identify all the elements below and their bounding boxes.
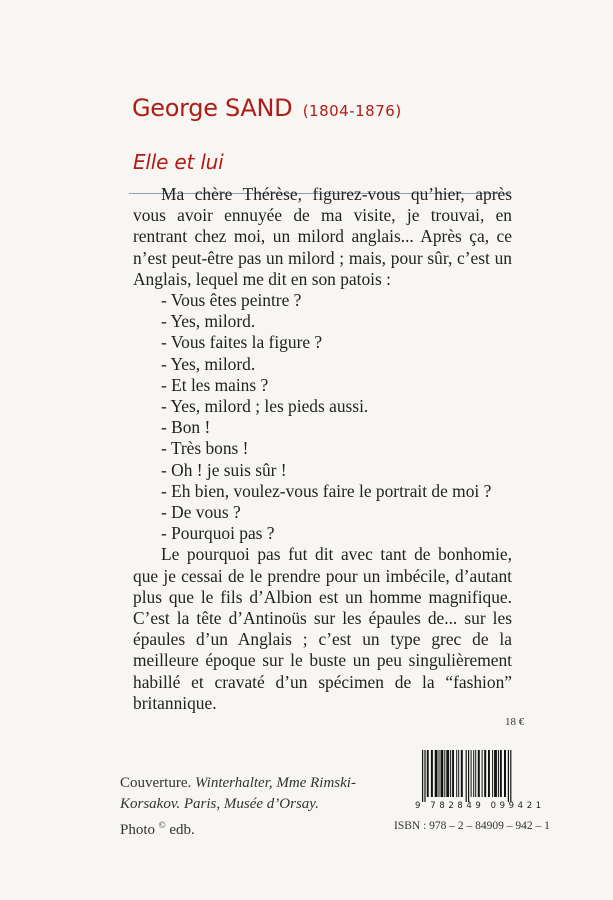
barcode-bar	[444, 750, 445, 797]
barcode-bar	[494, 750, 497, 797]
dialogue-line: - Yes, milord ; les pieds aussi.	[161, 396, 369, 417]
dialogue-line: - Oh ! je suis sûr !	[161, 459, 287, 480]
barcode-bar	[446, 750, 449, 797]
dialogue-line: - Vous êtes peintre ?	[161, 290, 302, 311]
barcode-digits: 9 782849 099421	[415, 801, 545, 811]
dialogue-line: - Très bons !	[161, 438, 249, 459]
barcode-bar	[475, 750, 476, 797]
barcode-bar	[431, 750, 433, 797]
excerpt	[133, 184, 512, 714]
barcode-bar	[473, 750, 474, 797]
dialogue-line: - Vous faites la figure ?	[161, 332, 323, 353]
credit-label: Couverture.	[120, 775, 192, 791]
cover-credit	[120, 773, 370, 841]
dialogue-line: - Pourquoi pas ?	[161, 523, 275, 544]
photo-label: Photo	[120, 822, 156, 838]
barcode-bar	[471, 750, 472, 797]
dialogue-line: - Yes, milord.	[161, 353, 256, 374]
barcode-bar	[508, 750, 509, 802]
barcode-bar	[450, 750, 451, 797]
barcode-bar	[458, 750, 459, 797]
dialogue-line: - Eh bien, voulez-vous faire le portrait de moi ?	[161, 480, 492, 501]
barcode-bar	[504, 750, 506, 797]
barcode-bar	[466, 750, 467, 802]
barcode-bar	[484, 750, 486, 797]
author-dates: (1804-1876)	[302, 102, 402, 120]
author-heading	[132, 94, 402, 122]
barcode-bar	[492, 750, 493, 797]
barcode-bar	[498, 750, 499, 797]
excerpt-conclusion: Le pourquoi pas fut dit avec tant de bonhomie, que je cessai de le prendre pour un imbécile, d’autant plus que le fils d’Albion est un homme magnifique. C’est la tête d’Antinoüs sur les épaules de... sur les épaules d’un Anglais ; c’est un type grec de la meilleure époque sur le buste un peu singulièrement habillé et cravaté d’un spécimen de la “fashion” britannique.	[133, 544, 512, 713]
barcode-bar	[452, 750, 454, 797]
dialogue-list	[133, 290, 512, 544]
barcode-bar	[439, 750, 440, 797]
isbn-label: ISBN : 978 – 2 – 84909 – 942 – 1	[394, 820, 550, 832]
barcode-bar	[482, 750, 483, 797]
barcode-bar	[468, 750, 469, 802]
barcode-bar	[510, 750, 511, 802]
dialogue-line: - De vous ?	[161, 502, 241, 523]
price-label: 18 €	[505, 716, 525, 728]
barcode-bar	[456, 750, 457, 797]
barcode-bars	[420, 750, 538, 802]
barcode-bar	[441, 750, 444, 797]
barcode-bar	[500, 750, 502, 797]
photo-owner: edb.	[169, 822, 195, 838]
barcode-bar	[478, 750, 480, 797]
copyright-symbol: ©	[158, 820, 166, 830]
barcode-bar	[435, 750, 438, 797]
barcode-bar	[422, 750, 423, 802]
dialogue-line: - Yes, milord.	[161, 311, 256, 332]
dialogue-line: - Et les mains ?	[161, 374, 269, 395]
barcode-bar	[488, 750, 490, 797]
credit-artwork: Winterhalter, Mme Rimski-Korsakov. Paris, Musée d’Orsay.	[120, 775, 356, 812]
author-name: George SAND	[132, 94, 293, 122]
book-title: Elle et lui	[133, 150, 224, 174]
barcode-bar	[427, 750, 429, 797]
excerpt-intro: Ma chère Thérèse, figurez-vous qu’hier, après vous avoir ennuyée de ma visite, je trouvai, en rentrant chez moi, un milord anglais... Après ça, ce n’est peut-être pas un milord ; mais, pour sûr, c’est un Anglais, lequel me dit en son patois :	[133, 184, 512, 289]
barcode-bar	[461, 750, 463, 797]
barcode-bar	[424, 750, 425, 802]
dialogue-line: - Bon !	[161, 417, 211, 438]
